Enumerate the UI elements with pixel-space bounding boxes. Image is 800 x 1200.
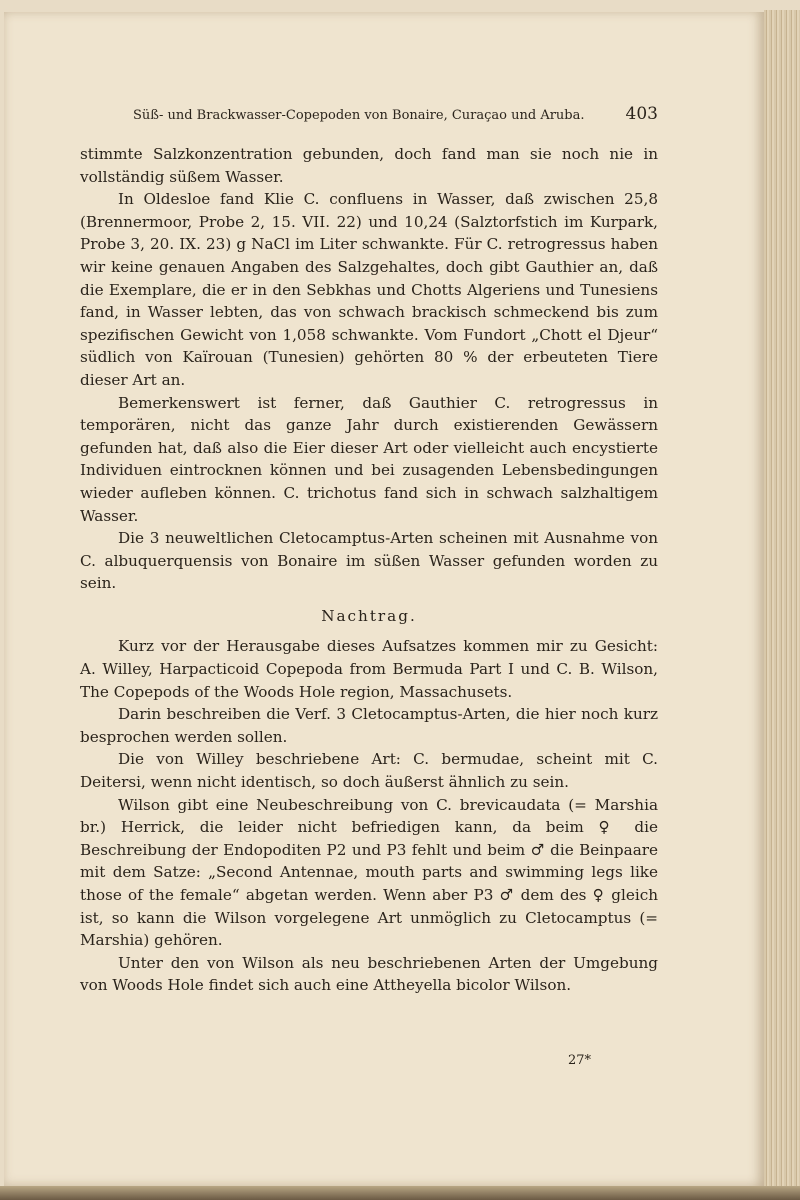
section-heading: Nachtrag. (321, 606, 417, 625)
paragraph: Unter den von Wilson als neu beschriebenen Arten der Umgebung von Woods Hole findet sich auch eine Attheyella bicolor Wilson. (80, 953, 658, 995)
paragraph: Die 3 neuweltlichen Cletocamptus-Arten scheinen mit Ausnahme von C. albuquerquensis von Bonaire im süßen Wasser gefunden worden zu sein. (80, 529, 658, 593)
paragraph: Bemerkenswert ist ferner, daß Gauthier C. retrogressus in temporären, nicht das ganze Jahr durch existierenden Gewässern gefunden hat, daß also die Eier dieser Art oder vielleicht auch encystierte Individuen eintrocknen können und bei zusagenden Lebensbedingungen wieder aufleben können. C. trichotus fand sich in schwach salzhaltigem Wasser. (80, 393, 658, 525)
paragraph: stimmte Salzkonzentration gebunden, doch fand man sie noch nie in vollständig süßem Wasser. (80, 145, 658, 186)
bottom-binding-edge (0, 1186, 800, 1200)
page-number: 403 (625, 104, 658, 124)
paragraph: Kurz vor der Herausgabe dieses Aufsatzes kommen mir zu Gesicht: A. Willey, Harpacticoid Copepoda from Bermuda Part I und C. B. Wilson, The Copepods of the Woods Hole region, Massachusets. (80, 637, 658, 701)
page-edges (764, 10, 800, 1192)
paragraph: In Oldesloe fand Klie C. confluens in Wasser, daß zwischen 25,8 (Brennermoor, Probe 2, 15. VII. 22) und 10,24 (Salztorfstich im Kurpark, Probe 3, 20. IX. 23) g NaCl im Liter schwankte. Für C. retrogressus haben wir keine genauen Angaben des Salzgehaltes, doch gibt Gauthier an, daß die Exemplare, die er in den Sebkhas und Chotts Algeriens und Tunesiens fand, in Wasser lebten, das von schwach brackisch schmeckend bis zum spezifischen Gewicht von 1,058 schwankte. Vom Fundort „Chott el Djeur“ südlich von Kaïrouan (Tunesien) gehörten 80 % der erbeuteten Tiere dieser Art an. (80, 190, 658, 389)
running-title: Süß- und Brackwasser-Copepoden von Bonaire, Curaçao und Aruba. (133, 108, 585, 123)
paragraph: Die von Willey beschriebene Art: C. bermudae, scheint mit C. Deitersi, wenn nicht identisch, so doch äußerst ähnlich zu sein. (80, 750, 658, 792)
paragraph: Darin beschreiben die Verf. 3 Cletocamptus-Arten, die hier noch kurz besprochen werden sollen. (80, 705, 658, 746)
running-header (133, 104, 658, 124)
printer-signature: 27* (568, 1053, 592, 1068)
body-text (80, 143, 658, 997)
paragraph: Wilson gibt eine Neubeschreibung von C. brevicaudata (= Marshia br.) Herrick, die leider nicht befriedigen kann, da beim ♀ die Beschreibung der Endopoditen P2 und P3 fehlt und beim ♂ die Beinpaare mit dem Satze: „Second Antennae, mouth parts and swimming legs like those of the female“ abgetan werden. Wenn aber P3 ♂ dem des ♀ gleich ist, so kann die Wilson vorgelegene Art unmöglich zu Cletocamptus (= Marshia) gehören. (80, 795, 658, 950)
